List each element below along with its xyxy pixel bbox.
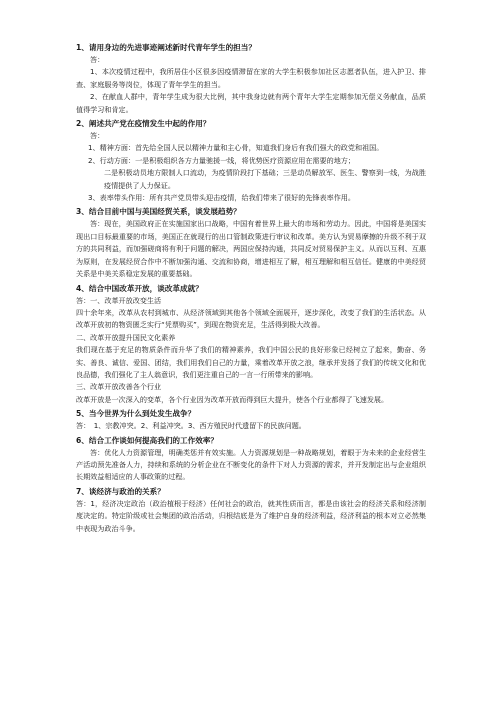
answer-paragraph: 答：一、改革开放改变生活 [76, 295, 162, 305]
question-heading: 4、结合中国改革开放，谈改革成就？ [76, 283, 203, 293]
answer-paragraph: 答： [90, 55, 105, 64]
answer-paragraph: 二、改革开放提升国民文化素养 [76, 332, 176, 342]
answer-paragraph: 3、表率带头作用：所有共产党员带头迎击疫情，给我们带来了很好的先锋表率作用。 [88, 193, 355, 203]
question-heading: 5、当今世界为什么到处发生战争？ [76, 409, 196, 419]
answer-paragraph: 1、本次疫情过程中，我所居住小区很多因疫情滞留在家的大学生积极参加社区志愿者队伍，进入护卫、排查、家庭服务等岗位，体现了青年学生的担当。 [76, 67, 426, 89]
answer-paragraph: 答：优化人力资源管理，明确类惩并有效实施。人力资源规划是一种战略规划，着眼于为未来的企业经营生产活动预先准备人力，持续和系统的分析企业在不断变化的条件下对人力资源的需求，并开发制定出与企业组织长期效益相适应的人事政策的过程。 [76, 447, 426, 482]
question-heading: 6、结合工作谈如何提高我们的工作效率？ [76, 435, 218, 445]
answer-paragraph: 二是积极动员地方限制人口流动，为疫情阶段打下基础；三是动员解放军、医生、警察到一线，为战胜疫情提供了人力保证。 [104, 168, 426, 190]
answer-paragraph: 四十余年来，改革从农村到城市、从经济领域到其他各个领域全面展开，逐步深化，改变了我们的生活状态。从改革开放初的物资匮乏实行“凭票购买”，到现在物资充足，生活得到极大改善。 [76, 307, 426, 330]
question-heading: 3、结合目前中国与美国经贸关系，谈发展趋势？ [76, 207, 241, 217]
answer-paragraph: 改革开放是一次深入的变革，各个行业因为改革开放而得到巨大提升，使各个行业都得了飞速发展。 [76, 394, 389, 404]
answer-paragraph: 我们现在基于充足的物质条件而升华了我们的精神素养，我们中国公民的良好形象已经树立了起来，勤奋、务实、善良、诚信、爱国、团结，我们用我们自己的力量，乘着改革开放之浪，继承并发扬了我们的传统文化和优良品德，我们强化了主人翁意识，我们更注重自己的一言一行所带来的影响。 [76, 345, 426, 379]
answer-paragraph: 答：现在，美国政府正在实施国家出口战略，中国有着世界上最大的市场和劳动力。因此，中国将是美国实现出口目标最重要的市场，美国正在就现行的出口管制政策进行审议和改革。美方认为贸易摩擦的升级不利于双方的共同利益，而加强磋商将有利于问题的解决，两国应保持沟通，共同反对贸易保护主义。从而以互利、互惠为原则，在发展经贸合作中不断加强沟通、交流和协商，增进相互了解，相互理解和相互信任。健康的中美经贸关系是中美关系稳定发展的重要基础。 [76, 219, 426, 279]
answer-paragraph: 1、精神方面：首先给全国人民以精神力量和主心骨，知道我们身后有我们强大的政党和祖国。 [88, 143, 384, 153]
document-body [76, 40, 426, 535]
answer-paragraph: 2、在献血人群中，青年学生成为很大比例，其中我身边就有两个青年大学生定期参加无偿义务献血，品质值得学习和肯定。 [76, 92, 426, 114]
question-heading: 1、请用身边的先进事迹阐述新时代青年学生的担当？ [76, 43, 256, 52]
question-heading: 2、阐述共产党在疫情发生中起的作用？ [76, 119, 211, 129]
answer-paragraph: 答： 1、宗教冲突。2、利益冲突。3、西方殖民时代遗留下的民族问题。 [76, 421, 306, 431]
answer-paragraph: 2、行动方面：一是积极组织各方力量驰援一线，将优势医疗资源应用在需要的地方； [88, 155, 355, 165]
answer-paragraph: 三、改革开放改善各个行业 [76, 382, 162, 392]
question-heading: 7、谈经济与政治的关系？ [76, 486, 165, 496]
answer-paragraph: 答： [90, 131, 105, 141]
answer-paragraph: 答：1，经济决定政治（政治植根于经济）任何社会的政治，就其性质而言，都是由该社会的经济关系和经济制度决定的。特定阶级或社会集团的政治活动，归根结底是为了维护自身的经济利益，经济利益的根本对立必然集中表现为政治斗争。 [76, 498, 426, 533]
